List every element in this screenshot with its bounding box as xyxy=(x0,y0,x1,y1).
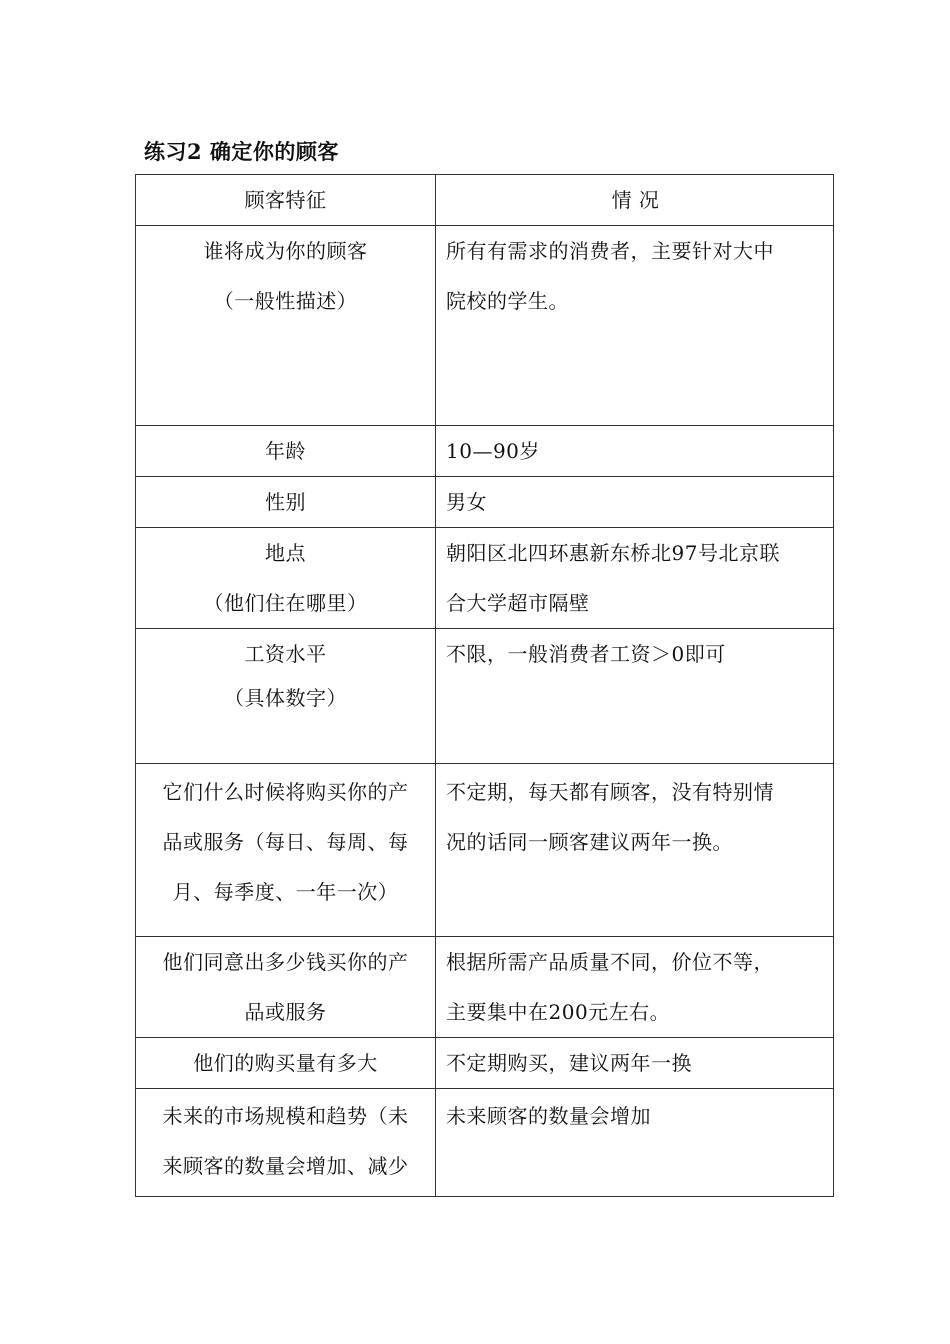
row-label-purchase-time: 它们什么时候将购买你的产 品或服务（每日、每周、每 月、每季度、一年一次） xyxy=(136,764,436,937)
table-row xyxy=(136,1038,834,1089)
row-label-income: 工资水平 （具体数字） xyxy=(136,629,436,764)
row-label-age: 年龄 xyxy=(136,426,436,477)
row-value-location: 朝阳区北四环惠新东桥北97号北京联 合大学超市隔壁 xyxy=(436,528,834,629)
row-label-market-trend: 未来的市场规模和趋势（未 来顾客的数量会增加、减少 xyxy=(136,1089,436,1197)
row-label-gender: 性别 xyxy=(136,477,436,528)
row-label-price: 他们同意出多少钱买你的产 品或服务 xyxy=(136,937,436,1038)
row-value-price: 根据所需产品质量不同，价位不等， 主要集中在200元左右。 xyxy=(436,937,834,1038)
row-value-quantity: 不定期购买，建议两年一换 xyxy=(436,1038,834,1089)
table-header-row xyxy=(136,175,834,226)
row-value-purchase-time: 不定期，每天都有顾客，没有特别情 况的话同一顾客建议两年一换。 xyxy=(436,764,834,937)
page-title: 练习2 确定你的顾客 xyxy=(144,139,339,164)
row-value-income: 不限，一般消费者工资＞0即可 xyxy=(436,629,834,764)
row-value-who: 所有有需求的消费者，主要针对大中 院校的学生。 xyxy=(436,226,834,426)
header-situation: 情 况 xyxy=(436,175,834,226)
table-row xyxy=(136,1089,834,1197)
customer-table xyxy=(135,174,834,1197)
table-row xyxy=(136,629,834,764)
header-customer-feature: 顾客特征 xyxy=(136,175,436,226)
table-row xyxy=(136,528,834,629)
row-label-location: 地点 （他们住在哪里） xyxy=(136,528,436,629)
table-row xyxy=(136,937,834,1038)
row-label-who: 谁将成为你的顾客 （一般性描述） xyxy=(136,226,436,426)
table-row xyxy=(136,477,834,528)
row-value-age: 10—90岁 xyxy=(436,426,834,477)
row-label-quantity: 他们的购买量有多大 xyxy=(136,1038,436,1089)
row-value-market-trend: 未来顾客的数量会增加 xyxy=(436,1089,834,1197)
table-row xyxy=(136,426,834,477)
table-row xyxy=(136,764,834,937)
row-value-gender: 男女 xyxy=(436,477,834,528)
table-row xyxy=(136,226,834,426)
